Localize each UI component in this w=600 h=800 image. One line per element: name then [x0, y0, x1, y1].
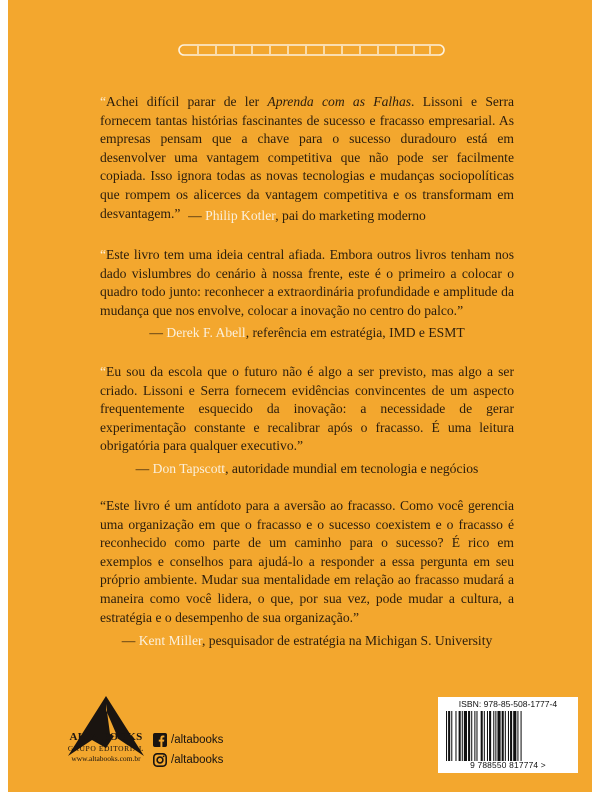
quote-4-text: Este livro é um antídoto para a aversão ao fracasso. Como você gerencia uma organização em que o fracasso e o sucesso coexistem e o fracasso é reconhecido como parte de um caminho para o sucesso? É rico em exemplos e conselhos para ajudá-lo a responder a essa pergunta em seu próprio ambiente. Mudar sua mentalidade em relação ao fracasso mudará a maneira como você lidera, o que, por sua vez, pode mudar a cultura, a estratégia e o desempenho de sua organização.”: [100, 498, 514, 625]
quote-author-3: Don Tapscott: [152, 461, 226, 476]
quote-author-4: Kent Miller: [138, 633, 202, 648]
quote-author-1: Philip Kotler: [205, 208, 276, 223]
review-quote-1: [100, 93, 514, 223]
barcode-bar: [455, 711, 456, 761]
barcode-icon: [444, 711, 572, 761]
barcode-bar: [476, 711, 477, 761]
barcode-bar: [487, 711, 488, 761]
social-links: [153, 731, 223, 771]
barcode-bar: [497, 711, 500, 761]
quote-attribution-3: [100, 460, 514, 478]
barcode-bar: [489, 711, 491, 761]
barcode-bar: [502, 711, 504, 761]
author-role-4: , pesquisador de estratégia na Michigan S. University: [201, 633, 493, 648]
barcode-bar: [484, 711, 485, 761]
barcode-bar: [446, 711, 447, 761]
quote-3-text: Eu sou da escola que o futuro não é algo a ser previsto, mas algo a ser criado. Lissoni e Serra fornecem evidências convincentes de um aspecto frequentemente esquecido da inovação: a necessidade de gerar experimentação constante e recalibrar após o fracasso. É uma leitura obrigatória para qualquer executivo.”: [100, 364, 514, 454]
quote-attribution-2: [100, 324, 514, 342]
facebook-link[interactable]: [153, 731, 223, 749]
attribution-dash: —: [149, 325, 167, 340]
publisher-url[interactable]: www.altabooks.com.br: [71, 754, 141, 763]
opening-quote-mark: “: [100, 94, 107, 109]
publisher-name: ALTA BOOKS: [69, 731, 143, 743]
author-role-2: , referência em estratégia, IMD e ESMT: [245, 325, 465, 340]
barcode-bar: [495, 711, 496, 761]
barcode-bar: [513, 711, 516, 761]
instagram-icon: [153, 753, 167, 767]
quote-attribution-4: [100, 632, 514, 650]
publisher-brand: [48, 731, 164, 763]
review-quote-3: [100, 363, 514, 456]
barcode-bar: [464, 711, 467, 761]
instagram-link[interactable]: [153, 751, 223, 769]
barcode-bar: [459, 711, 461, 761]
barcode-bar: [508, 711, 509, 761]
author-role-1: , pai do marketing moderno: [275, 208, 426, 223]
barcode-bar: [493, 711, 494, 761]
attribution-dash: —: [121, 633, 139, 648]
back-cover: [8, 0, 592, 792]
alta-books-logo-icon: [54, 672, 158, 780]
barcode-bar: [448, 711, 450, 761]
instagram-handle: /altabooks: [171, 754, 224, 766]
barcode-bar: [471, 711, 472, 761]
quote-attribution-1: [100, 207, 514, 225]
barcode-bar: [474, 711, 475, 761]
opening-quote-mark: “: [100, 364, 107, 379]
opening-quote-mark: “: [100, 247, 107, 262]
barcode-bar: [517, 711, 518, 761]
barcode-bar: [468, 711, 470, 761]
quote-author-2: Derek F. Abell: [166, 325, 246, 340]
review-quote-4: [100, 497, 514, 627]
barcode-bar: [505, 711, 506, 761]
barcode-bar: [481, 711, 483, 761]
publisher-subtitle: GRUPO EDITORIAL: [67, 744, 145, 753]
facebook-icon: [153, 733, 167, 747]
barcode-bar: [451, 711, 452, 761]
opening-quote-mark: “: [100, 498, 107, 513]
barcode-bar: [510, 711, 512, 761]
quote-2-text: Este livro tem uma ideia central afiada. Embora outros livros tenham nos dado vislumbres do cenário à nossa frente, este é o primeiro a colocar o quadro todo junto: reconhecer a extraordinária profundidade e amplitude da mudança que nos envolve, colocar a inovação no centro do palco.”: [100, 247, 514, 318]
attribution-dash: —: [188, 208, 206, 223]
ornament-divider-icon: [178, 44, 445, 56]
barcode-bar: [462, 711, 463, 761]
author-role-3: , autoridade mundial em tecnologia e negócios: [225, 461, 479, 476]
barcode-digits: 9 788550 817774 >: [470, 760, 546, 770]
isbn-label: ISBN: 978-85-508-1777-4: [458, 699, 558, 709]
review-quote-2: [100, 246, 514, 320]
barcode-bar: [521, 711, 522, 761]
facebook-handle: /altabooks: [171, 734, 224, 746]
quote-1-text: Achei difícil parar de ler Aprenda com as Falhas. Lissoni e Serra fornecem tantas histórias fascinantes de sucesso e fracasso empresarial. As empresas pensam que a chave para o sucesso duradouro está em desenvolver uma vantagem competitiva que não pode ser facilmente copiada. Isso ignora todas as novas tecnologias e mudanças sociopolíticas que rompem os alicerces da vantagem competitiva e os transformam em desvantagem.”: [100, 94, 515, 221]
isbn-barcode-box: [438, 697, 578, 773]
attribution-dash: —: [135, 461, 153, 476]
